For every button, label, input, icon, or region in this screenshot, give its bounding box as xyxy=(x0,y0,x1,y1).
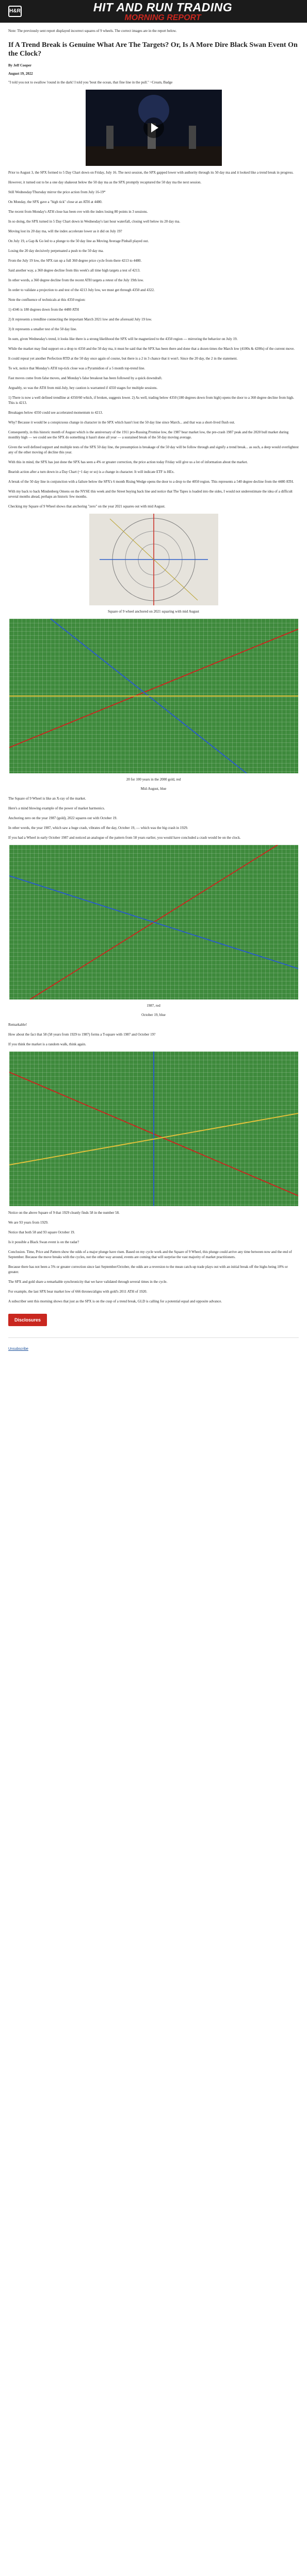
opening-quote: "I told you not to swallow 'round in the dark! I told you 'bout the ocean, that fine line in the pull." ~Cream, Badge xyxy=(8,80,173,84)
article-paragraph: Still Wednesday/Thursday mirror the price action from July 16-19* xyxy=(8,190,106,194)
article-paragraph: Said another way, a 360 degree decline from this week's all time high targets a test of 4213. xyxy=(8,268,140,273)
square-of-9-wheel-3 xyxy=(9,845,298,999)
article-paragraph: Given the well defined support and multiple tests of the SPX 50 day line, the presumption is breakage of the 50 day will be follow through and signify a trend break... as such, a deep would overlightest any of the other moving of decline this year. xyxy=(8,445,299,454)
article-paragraph: Anchoring zero on the year 1987 (gold), 2022 squares out with October 19. xyxy=(8,816,118,820)
report-header xyxy=(0,0,307,23)
article-paragraph: We are 93 years from 1929. xyxy=(8,1221,49,1225)
wheel-figure-3 xyxy=(9,845,298,999)
article-body xyxy=(0,28,307,1352)
article-paragraph: Conclusion. Time, Price and Pattern show the odds of a major plunge have risen. Based on my cycle work and the Square of 9 Wheel, this plunge could arrive any time between now and the end of September. Because the move breaks with the cycles, not the other way around, events are coming that will surprise the vast majority of market practitioners. xyxy=(8,1250,292,1259)
article-paragraph: However, it turned out to be a one day shakeout below the 50 day ma as the SPX promptly recaptured the 50 day ma the next session. xyxy=(8,180,202,184)
paragraph-group-3 xyxy=(8,1022,299,1047)
wheel-figure-2 xyxy=(9,619,298,773)
header-subtitle: MORNING REPORT xyxy=(124,13,201,22)
article-paragraph: Arguably, so was the ATH from mid-July, hey caution is warranted if 4350 stages for multiple sessions. xyxy=(8,386,158,390)
paragraph-group-4 xyxy=(8,1210,299,1304)
article-paragraph: Fast moves come from false moves, and Monday's false breakout has been followed by a quick downdraft. xyxy=(8,376,163,380)
article-paragraph: In so doing, the SPX turned in 5 Day Chart down in Wednesday's last hour waterfall, closing well below its 20 day ma. xyxy=(8,219,181,224)
article-paragraph: 2) It represents a trendline connecting the important March 2021 low and the aforesaid July 19 low. xyxy=(8,317,152,321)
wheel-figure-4 xyxy=(9,1052,298,1206)
article-paragraph: Is it possible a Black Swan event is on the radar? xyxy=(8,1240,79,1244)
article-paragraph: 1) There is now a well defined trendline at 4350/60 which, if broken, suggests lower. 2) As well, trading below 4350 (180 degrees down from high) opens the door to a 360 degree decline from high. This is 4213. xyxy=(8,396,294,405)
article-paragraph: Note the confluence of technicals at this 4350 region: xyxy=(8,298,86,302)
header-title: HIT AND RUN TRADING xyxy=(93,0,233,14)
correction-note: Note: The previously sent report displayed incorrect squares of 9 wheels. The correct images are in the report below. xyxy=(8,29,177,33)
article-paragraph: For example, the last SPX bear market low of 666 thrones/aligns with gold's 2011 ATH of 1920. xyxy=(8,1290,148,1294)
concert-video[interactable] xyxy=(86,90,222,166)
article-paragraph: Notice on the above Square of 9 that 1929 cleanly finds 58 in the number 58. xyxy=(8,1211,120,1215)
unsubscribe-link[interactable]: Unsubscribe xyxy=(8,1347,28,1351)
article-paragraph: On July 19, a Gap & Go led to a plunge to the 50 day line as Moving Average Pinball played out. xyxy=(8,239,149,243)
article-paragraph: Because there has not been a 5% or greater correction since last September/October, the odds are a reversion to the mean catch-up trade plays out with an initial break off the highs being 10% or greater. xyxy=(8,1265,288,1274)
article-paragraph: Breakages below 4350 could see accelerated momentum to 4213. xyxy=(8,411,103,415)
article-paragraph: Notice that both 58 and 93 square October 19. xyxy=(8,1230,75,1234)
article-paragraph: Here's a mind blowing example of the power of market harmonics. xyxy=(8,806,105,810)
article-paragraph: From the July 19 low, the SPX ran up a full 360 degree price cycle from there 4213 to 4480. xyxy=(8,259,142,263)
figure-3-caption-1: 1987, red xyxy=(147,1004,160,1008)
article-paragraph: Remarkable! xyxy=(8,1023,27,1027)
article-paragraph: The recent from Monday's ATH close has been ove with the index losing 80 points in 3 sessions. xyxy=(8,210,148,214)
wheel-figure-1 xyxy=(89,514,218,605)
article-paragraph: Moving lost its 20 day ma, will the index accelerate lower as it did on July 19? xyxy=(8,229,122,233)
figure-2-caption-2: Mid-August, blue xyxy=(140,787,167,791)
play-icon[interactable] xyxy=(143,117,164,138)
article-paragraph: It could repeat yet another Perfection RTD at the 50 day once again of course, but there is a 2 in 3 chance that it won't. Since the 20 day, the 2 in the statement. xyxy=(8,357,238,361)
article-paragraph: A break of the 50 day line in conjunction with a failure below the SPX's 6 month Rising Wedge opens the door to a drop to the 4050 region. This represents a 540 degree decline from the 4480 ATH. xyxy=(8,480,294,484)
article-title: If A Trend Break is Genuine What Are The Targets? Or, Is A More Dire Black Swan Event On the Clock? xyxy=(8,41,298,58)
paragraph-group-1 xyxy=(8,170,299,509)
article-paragraph: In other words, a 360 degree decline from the recent ATH targets a retest of the July 19th low. xyxy=(8,278,144,282)
article-paragraph: Losing the 20 day decisively perpetuated a push to the 50 day ma. xyxy=(8,249,104,253)
article-paragraph: Bearish action after a turn down in a Day Chart (~1 day or so) is a change in character. It will indicate ETF is HEx. xyxy=(8,470,175,474)
article-paragraph: Prior to August 3, the SPX formed to 5 Day Chart down on Friday, July 16. The next session, the SPX gapped lower with authority through its 50 day ma and it looked like a trend break in progress. xyxy=(8,171,294,175)
article-paragraph: To wit, notice that Monday's ATH top-tick close was a Pyramidion of a 5 month top-trend line. xyxy=(8,366,146,370)
article-paragraph: If you think the market is a random walk, think again. xyxy=(8,1042,86,1046)
square-of-9-wheel-2 xyxy=(9,619,298,773)
article-paragraph: In sum, given Wednesday's trend, it looks like there is a strong likelihood the SPX will be magnetized to the 4350 region — mirroring the behavior on July 19. xyxy=(8,337,238,341)
square-of-9-wheel-1 xyxy=(89,514,218,605)
article-date: August 19, 2022 xyxy=(8,72,33,76)
header-text xyxy=(27,1,299,22)
figure-1-caption: Square of 9 wheel anchored on 2021 squaring with mid August xyxy=(108,609,199,614)
article-paragraph: With this in mind, the SPX has just done the SPX has seen a 4% or greater correction, the price action today Friday will give us a lot of information about the market. xyxy=(8,460,248,464)
disclosures-button[interactable]: Disclosures xyxy=(8,1314,47,1326)
article-paragraph: With my back to back Mindenberg Omens on the NYSE this week and the Street buying back line and notice that The Tapes is loaded into the sides, I would not underestimate the idea of a difficult several months ahead, perhaps an historic few months. xyxy=(8,489,293,499)
article-paragraph: If you had a Wheel in early October 1987 and noticed an analogue of the pattern from 58 years earlier, you would have concluded a crash would be on the clock. xyxy=(8,836,241,840)
article-paragraph: 3) It represents a smaller test of the 50 day line. xyxy=(8,327,77,331)
figure-2-caption-1: 20 for 100 years in the 2000 gold, red xyxy=(126,777,181,782)
article-paragraph: In order to validate a projection to and test of the 4213 July low, we must get through 4350 and 4322. xyxy=(8,288,155,292)
article-paragraph: Why? Because it would be a conspicuous change in character in the SPX which hasn't lost the 50 day line since March... and that was a short-lived flush out. xyxy=(8,420,235,425)
article-paragraph: A subscriber sent this morning shows that just as the SPX is on the cusp of a trend break, GLD is calling for a potential equal and opposite advance. xyxy=(8,1299,222,1303)
article-paragraph: On Monday, the SPX gave a "high tick" close at an ATH at 4480. xyxy=(8,200,103,204)
byline: By Jeff Cooper xyxy=(8,63,32,67)
article-paragraph: Consequently, in this historic month of August which is the anniversary of the 1911 pro-Russing Promise low, the 1987 bear market low, the pre-crash 1987 peak and the 2020 bull market during monthly high — we could see the SPX do something it hasn't done all year — a sustained break of the 50 day moving average. xyxy=(8,430,289,439)
paragraph-group-2 xyxy=(8,796,299,840)
article-paragraph: Checking my Square of 9 Wheel shows that anchoring "zero" on the year 2021 squares out with mid August. xyxy=(8,504,166,509)
article-paragraph: The Square of 9 Wheel is like an X-ray of the market. xyxy=(8,796,86,801)
article-paragraph: The SPX and gold share a remarkable synchronicity that we have validated through several times in the cycle. xyxy=(8,1280,168,1284)
article-paragraph: How about the fact that 58 (58 years from 1929 to 1987) forms a T-square with 1987 and October 19? xyxy=(8,1032,156,1037)
square-of-9-wheel-4 xyxy=(9,1052,298,1206)
article-paragraph: In other words, the year 1987, which saw a huge crash, vibrates off the day, October 19, — which was the big crash in 1929. xyxy=(8,826,188,830)
article-paragraph: While the market may find support on a drop to 4350 and the 50 day ma, it must be said that the SPX has been there and done that a dozen times the March low (4100s & 4200s) of the current move. xyxy=(8,347,295,351)
footer xyxy=(8,1337,299,1352)
figure-3-caption-2: October 19, blue xyxy=(141,1013,166,1017)
article-paragraph: 1) 4346 is 180 degrees down from the 4480 ATH xyxy=(8,308,79,312)
hr-logo: H&R xyxy=(8,6,22,17)
